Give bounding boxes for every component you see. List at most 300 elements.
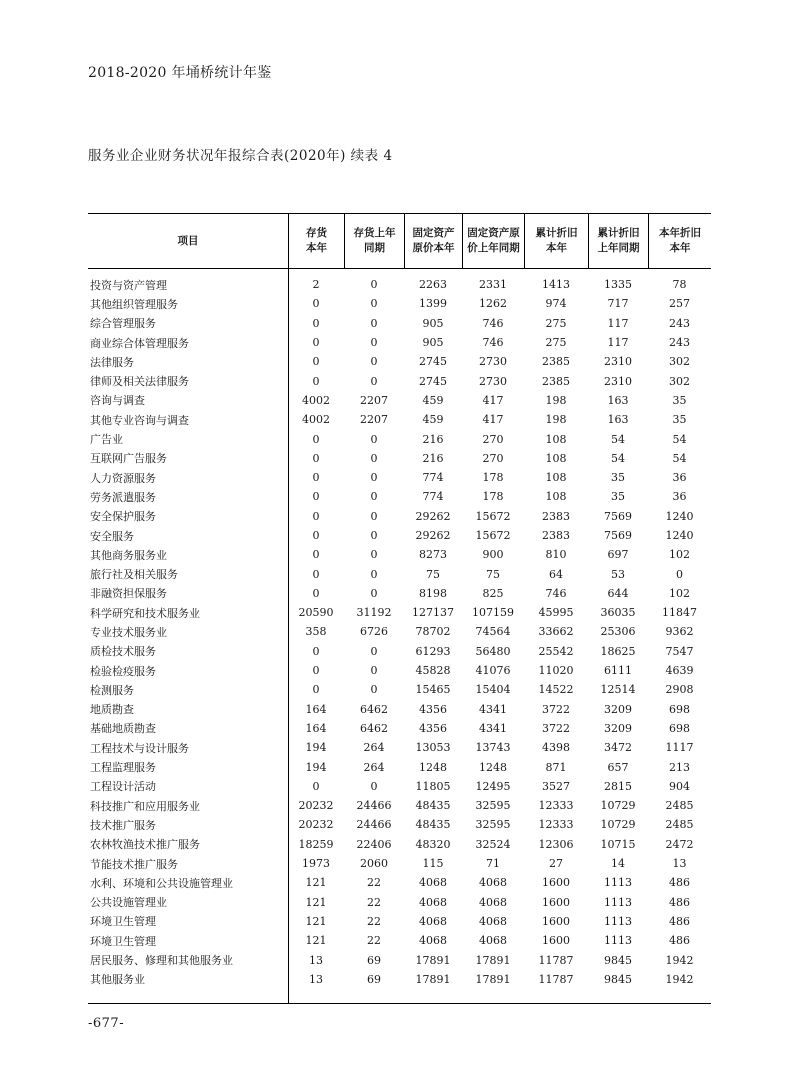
row-value-cell: 69 (367, 972, 381, 986)
row-value-cell: 6111 (604, 664, 632, 678)
row-value-cell: 657 (607, 760, 629, 774)
row-value-cell: 774 (422, 471, 444, 485)
row-item-label: 广告业 (90, 433, 123, 447)
row-value-cell: 12306 (538, 837, 574, 851)
row-value-cell: 117 (607, 336, 629, 350)
column-header-0 (88, 214, 288, 268)
row-value-cell: 2060 (360, 857, 388, 871)
row-value-cell: 15672 (475, 509, 511, 523)
row-value-cell: 10729 (600, 818, 636, 832)
table-row (88, 545, 711, 564)
row-value-cell: 198 (545, 393, 567, 407)
row-value-cell: 15672 (475, 529, 511, 542)
row-value-cell: 717 (607, 297, 629, 311)
row-value-cell: 45828 (415, 664, 451, 678)
column-header-3 (404, 214, 462, 268)
row-value-cell: 24466 (356, 818, 392, 832)
column-header-line2: 原价本年 (412, 242, 455, 254)
row-value-cell: 486 (669, 876, 690, 890)
row-item-label: 互联网广告服务 (90, 452, 167, 466)
row-value-cell: 36035 (600, 606, 636, 620)
row-value-cell: 2263 (419, 278, 447, 292)
row-value-cell: 0 (370, 683, 378, 697)
table-row (88, 835, 711, 854)
table-row (88, 873, 711, 892)
row-value-cell: 13743 (475, 741, 511, 755)
row-value-cell: 29262 (415, 529, 451, 542)
row-value-cell: 74564 (475, 625, 511, 639)
table-row (88, 449, 711, 468)
row-value-cell: 0 (370, 664, 378, 678)
row-value-cell: 0 (676, 567, 683, 581)
table-row (88, 314, 711, 333)
row-value-cell: 0 (312, 567, 320, 581)
row-value-cell: 15404 (475, 683, 511, 697)
row-value-cell: 22 (367, 895, 381, 909)
row-value-cell: 2207 (360, 413, 388, 427)
row-value-cell: 905 (422, 336, 444, 350)
row-value-cell: 2730 (479, 374, 507, 388)
row-value-cell: 11847 (662, 606, 697, 620)
table-title: 服务业企业财务状况年报综合表(2020年) 续表 4 (88, 148, 393, 164)
row-item-label: 农林牧渔技术推广服务 (90, 838, 200, 852)
row-value-cell: 53 (611, 567, 625, 581)
row-value-cell: 32595 (475, 818, 511, 832)
row-value-cell: 0 (312, 644, 320, 658)
row-value-cell: 8273 (419, 548, 447, 562)
row-value-cell: 275 (545, 336, 567, 350)
row-value-cell: 2385 (542, 355, 570, 369)
row-value-cell: 24466 (356, 799, 392, 813)
column-header-5 (524, 214, 588, 268)
row-value-cell: 0 (370, 644, 378, 658)
row-item-label: 工程技术与设计服务 (90, 741, 189, 755)
row-value-cell: 56480 (475, 644, 511, 658)
row-item-label: 咨询与调查 (90, 394, 145, 408)
row-value-cell: 6462 (360, 702, 388, 716)
row-value-cell: 0 (370, 529, 378, 542)
row-item-label: 旅行社及相关服务 (90, 568, 178, 582)
row-value-cell: 4068 (419, 934, 447, 948)
row-item-label: 专业技术服务业 (90, 625, 167, 639)
row-value-cell: 1262 (479, 297, 507, 311)
row-value-cell: 1240 (665, 509, 694, 523)
row-value-cell: 48435 (415, 799, 451, 813)
row-value-cell: 825 (482, 586, 504, 600)
row-item-label: 人力资源服务 (90, 471, 156, 485)
row-item-label: 法律服务 (90, 355, 134, 369)
column-header-6 (588, 214, 648, 268)
row-item-label: 基础地质勘查 (90, 722, 156, 736)
row-value-cell: 904 (669, 779, 690, 793)
row-value-cell: 1117 (665, 741, 694, 755)
table-row (88, 333, 711, 352)
row-value-cell: 178 (482, 471, 504, 485)
row-value-cell: 11787 (538, 953, 574, 967)
row-value-cell: 1600 (542, 914, 570, 928)
column-header-line2: 价上年同期 (467, 242, 520, 254)
row-value-cell: 0 (370, 451, 378, 465)
row-value-cell: 4068 (419, 914, 447, 928)
row-value-cell: 2472 (665, 837, 694, 851)
row-value-cell: 3472 (604, 741, 632, 755)
row-value-cell: 1240 (665, 529, 694, 542)
row-value-cell: 29262 (415, 509, 451, 523)
table-row (88, 680, 711, 699)
row-value-cell: 0 (312, 316, 320, 330)
row-value-cell: 4356 (419, 721, 447, 735)
row-value-cell: 746 (482, 316, 504, 330)
row-value-cell: 2730 (479, 355, 507, 369)
row-value-cell: 163 (607, 393, 629, 407)
row-value-cell: 2 (312, 278, 320, 292)
row-item-label: 科学研究和技术服务业 (90, 606, 200, 620)
row-value-cell: 4068 (479, 876, 507, 890)
row-value-cell: 905 (422, 316, 444, 330)
row-value-cell: 12333 (538, 818, 574, 832)
row-value-cell: 35 (672, 393, 687, 407)
row-value-cell: 121 (305, 895, 327, 909)
row-value-cell: 0 (312, 529, 320, 542)
row-value-cell: 2815 (604, 779, 632, 793)
table-row (88, 487, 711, 506)
row-item-label: 检验检疫服务 (90, 664, 156, 678)
table-row (88, 410, 711, 429)
table-row (88, 603, 711, 622)
row-value-cell: 0 (312, 355, 320, 369)
table-row (88, 796, 711, 815)
row-value-cell: 13 (309, 972, 323, 986)
row-value-cell: 4398 (542, 741, 570, 755)
row-item-label: 商业综合体管理服务 (90, 336, 189, 350)
row-value-cell: 13 (309, 953, 323, 967)
table-row (88, 584, 711, 603)
row-value-cell: 486 (669, 914, 690, 928)
row-value-cell: 270 (482, 432, 504, 446)
column-header-line1: 存货 (306, 227, 327, 239)
row-value-cell: 17891 (475, 972, 511, 986)
row-value-cell: 1113 (604, 876, 632, 890)
row-value-cell: 20232 (298, 799, 334, 813)
row-value-cell: 3527 (542, 779, 570, 793)
row-item-label: 技术推广服务 (90, 818, 156, 832)
row-value-cell: 35 (611, 490, 625, 504)
row-item-label: 律师及相关法律服务 (90, 375, 189, 389)
table-row (88, 854, 711, 873)
column-header-1 (288, 214, 344, 268)
row-value-cell: 18625 (600, 644, 636, 658)
row-value-cell: 4068 (479, 934, 507, 948)
row-value-cell: 17891 (475, 953, 511, 967)
row-value-cell: 75 (426, 567, 440, 581)
row-value-cell: 486 (669, 895, 690, 909)
row-value-cell: 3722 (542, 721, 570, 735)
row-value-cell: 10729 (600, 799, 636, 813)
row-value-cell: 163 (607, 413, 629, 427)
table-row (88, 815, 711, 834)
row-value-cell: 417 (482, 393, 504, 407)
column-header-line1: 存货上年 (353, 227, 396, 239)
table-body (88, 269, 711, 1003)
row-value-cell: 0 (370, 548, 378, 562)
table-row (88, 738, 711, 757)
row-value-cell: 13 (672, 857, 687, 871)
row-value-cell: 194 (305, 760, 327, 774)
row-value-cell: 2385 (542, 374, 570, 388)
row-value-cell: 48435 (415, 818, 451, 832)
row-value-cell: 20232 (298, 818, 334, 832)
row-value-cell: 13053 (415, 741, 451, 755)
row-value-cell: 900 (482, 548, 504, 562)
row-value-cell: 18259 (298, 837, 334, 851)
row-value-cell: 216 (422, 432, 444, 446)
row-value-cell: 2383 (542, 509, 570, 523)
row-value-cell: 302 (669, 355, 690, 369)
row-value-cell: 17891 (415, 953, 451, 967)
row-value-cell: 61293 (415, 644, 451, 658)
row-value-cell: 1113 (604, 934, 632, 948)
row-value-cell: 0 (370, 278, 378, 292)
row-item-label: 质检技术服务 (90, 645, 156, 659)
table-row (88, 700, 711, 719)
row-value-cell: 71 (486, 857, 500, 871)
row-value-cell: 12495 (475, 779, 511, 793)
row-value-cell: 41076 (475, 664, 511, 678)
row-value-cell: 127137 (412, 606, 454, 620)
row-value-cell: 0 (312, 336, 320, 350)
row-value-cell: 974 (545, 297, 567, 311)
column-header-line2: 本年 (306, 242, 327, 254)
table-header-row (88, 214, 711, 269)
row-item-label: 其他组织管理服务 (90, 297, 178, 311)
table-row (88, 507, 711, 526)
row-value-cell: 302 (669, 374, 690, 388)
page-number: -677- (88, 1016, 125, 1031)
row-value-cell: 4356 (419, 702, 447, 716)
row-value-cell: 2485 (665, 818, 694, 832)
row-value-cell: 0 (370, 586, 378, 600)
table-row (88, 719, 711, 738)
row-value-cell: 1600 (542, 934, 570, 948)
row-value-cell: 178 (482, 490, 504, 504)
row-value-cell: 0 (312, 490, 320, 504)
row-value-cell: 459 (422, 413, 444, 427)
row-value-cell: 14522 (538, 683, 574, 697)
row-value-cell: 0 (312, 297, 320, 311)
column-header-line2: 同期 (364, 242, 385, 254)
row-value-cell: 108 (545, 471, 567, 485)
row-value-cell: 64 (549, 567, 563, 581)
row-value-cell: 20590 (298, 606, 334, 620)
row-value-cell: 243 (669, 316, 690, 330)
row-value-cell: 871 (545, 760, 567, 774)
row-value-cell: 1335 (604, 278, 632, 292)
row-value-cell: 102 (669, 586, 690, 600)
row-value-cell: 810 (545, 548, 567, 562)
row-value-cell: 4068 (419, 876, 447, 890)
row-value-cell: 36 (672, 490, 687, 504)
table-row (88, 468, 711, 487)
row-value-cell: 0 (312, 451, 320, 465)
table-row (88, 893, 711, 912)
row-value-cell: 0 (312, 432, 320, 446)
row-value-cell: 1973 (302, 857, 330, 871)
row-value-cell: 4068 (419, 895, 447, 909)
row-value-cell: 22 (367, 934, 381, 948)
row-item-label: 工程监理服务 (90, 761, 156, 775)
table-row (88, 275, 711, 294)
row-value-cell: 1399 (419, 297, 447, 311)
row-value-cell: 0 (312, 374, 320, 388)
table-row (88, 931, 711, 950)
row-item-label: 其他专业咨询与调查 (90, 413, 189, 427)
row-value-cell: 243 (669, 336, 690, 350)
row-value-cell: 0 (370, 336, 378, 350)
row-value-cell: 459 (422, 393, 444, 407)
row-item-label: 非融资担保服务 (90, 587, 167, 601)
row-value-cell: 25542 (538, 644, 574, 658)
row-value-cell: 121 (305, 934, 327, 948)
row-item-label: 检测服务 (90, 683, 134, 697)
table-row (88, 642, 711, 661)
row-value-cell: 10715 (600, 837, 636, 851)
row-item-label: 投资与资产管理 (90, 278, 167, 292)
column-header-line2: 本年 (546, 242, 567, 254)
row-value-cell: 1248 (479, 760, 507, 774)
row-value-cell: 1942 (665, 972, 694, 986)
row-value-cell: 698 (669, 702, 690, 716)
column-header-line2: 本年 (669, 242, 691, 254)
column-header-2 (344, 214, 404, 268)
row-item-label: 科技推广和应用服务业 (90, 799, 200, 813)
row-value-cell: 4341 (479, 721, 507, 735)
row-value-cell: 1113 (604, 895, 632, 909)
table-row (88, 777, 711, 796)
row-value-cell: 164 (305, 702, 327, 716)
row-value-cell: 264 (363, 741, 385, 755)
row-value-cell: 9362 (665, 625, 694, 639)
row-value-cell: 1942 (665, 953, 694, 967)
row-value-cell: 194 (305, 741, 327, 755)
row-value-cell: 1248 (419, 760, 447, 774)
row-value-cell: 36 (672, 471, 687, 485)
row-item-label: 节能技术推广服务 (90, 857, 178, 871)
row-value-cell: 35 (611, 471, 625, 485)
row-item-label: 水利、环境和公共设施管理业 (90, 876, 233, 890)
column-header-line1: 累计折旧 (535, 227, 578, 239)
row-value-cell: 0 (312, 548, 320, 562)
row-value-cell: 117 (607, 316, 629, 330)
table-row (88, 564, 711, 583)
row-value-cell: 0 (370, 316, 378, 330)
row-value-cell: 9845 (604, 972, 632, 986)
row-item-label: 劳务派遣服务 (90, 490, 156, 504)
row-value-cell: 358 (305, 625, 327, 639)
row-value-cell: 486 (669, 934, 690, 948)
row-value-cell: 11020 (538, 664, 574, 678)
running-head: 2018-2020 年埇桥统计年鉴 (88, 65, 272, 81)
row-value-cell: 2485 (665, 799, 694, 813)
row-item-label: 其他商务服务业 (90, 548, 167, 562)
row-value-cell: 7569 (604, 529, 632, 542)
row-value-cell: 0 (312, 683, 320, 697)
column-divider (288, 268, 289, 1003)
row-value-cell: 644 (607, 586, 629, 600)
table-row (88, 371, 711, 390)
row-value-cell: 31192 (356, 606, 392, 620)
row-item-label: 工程设计活动 (90, 780, 156, 794)
row-value-cell: 2383 (542, 529, 570, 542)
row-value-cell: 22406 (356, 837, 392, 851)
row-value-cell: 11805 (415, 779, 451, 793)
row-value-cell: 107159 (472, 606, 514, 620)
row-value-cell: 4002 (302, 413, 330, 427)
row-value-cell: 4341 (479, 702, 507, 716)
row-value-cell: 0 (312, 586, 320, 600)
row-value-cell: 108 (545, 490, 567, 504)
row-value-cell: 275 (545, 316, 567, 330)
row-value-cell: 8198 (419, 586, 447, 600)
row-value-cell: 7547 (665, 644, 694, 658)
column-header-4 (462, 214, 524, 268)
row-value-cell: 257 (669, 297, 690, 311)
row-value-cell: 1413 (542, 278, 570, 292)
row-value-cell: 216 (422, 451, 444, 465)
row-item-label: 其他服务业 (90, 973, 145, 987)
row-value-cell: 7569 (604, 509, 632, 523)
row-value-cell: 697 (607, 548, 629, 562)
row-value-cell: 17891 (415, 972, 451, 986)
row-item-label: 环境卫生管理 (90, 915, 156, 929)
row-item-label: 安全保护服务 (90, 510, 156, 524)
table-row (88, 757, 711, 776)
row-value-cell: 2745 (419, 355, 447, 369)
row-value-cell: 0 (370, 471, 378, 485)
row-value-cell: 108 (545, 451, 567, 465)
row-value-cell: 2908 (665, 683, 694, 697)
column-header-line1: 固定资产原 (467, 227, 520, 239)
row-value-cell: 54 (611, 432, 625, 446)
row-value-cell: 0 (370, 297, 378, 311)
row-value-cell: 54 (611, 451, 625, 465)
row-value-cell: 35 (672, 413, 687, 427)
row-value-cell: 698 (669, 721, 690, 735)
row-value-cell: 115 (422, 857, 444, 871)
table-row (88, 661, 711, 680)
row-value-cell: 6462 (360, 721, 388, 735)
table-row (88, 950, 711, 969)
row-value-cell: 12333 (538, 799, 574, 813)
row-value-cell: 48320 (415, 837, 451, 851)
row-value-cell: 6726 (360, 625, 388, 639)
row-value-cell: 32595 (475, 799, 511, 813)
row-value-cell: 11787 (538, 972, 574, 986)
row-item-label: 地质勘查 (90, 703, 134, 717)
row-value-cell: 0 (312, 471, 320, 485)
row-value-cell: 4068 (479, 914, 507, 928)
column-header-line1: 项目 (177, 234, 199, 247)
row-value-cell: 27 (549, 857, 563, 871)
row-value-cell: 0 (370, 490, 378, 504)
row-item-label: 环境卫生管理 (90, 934, 156, 948)
row-value-cell: 0 (370, 779, 378, 793)
row-value-cell: 121 (305, 876, 327, 890)
row-value-cell: 417 (482, 413, 504, 427)
row-value-cell: 0 (370, 432, 378, 446)
row-value-cell: 746 (545, 586, 567, 600)
row-value-cell: 9845 (604, 953, 632, 967)
row-value-cell: 0 (312, 664, 320, 678)
